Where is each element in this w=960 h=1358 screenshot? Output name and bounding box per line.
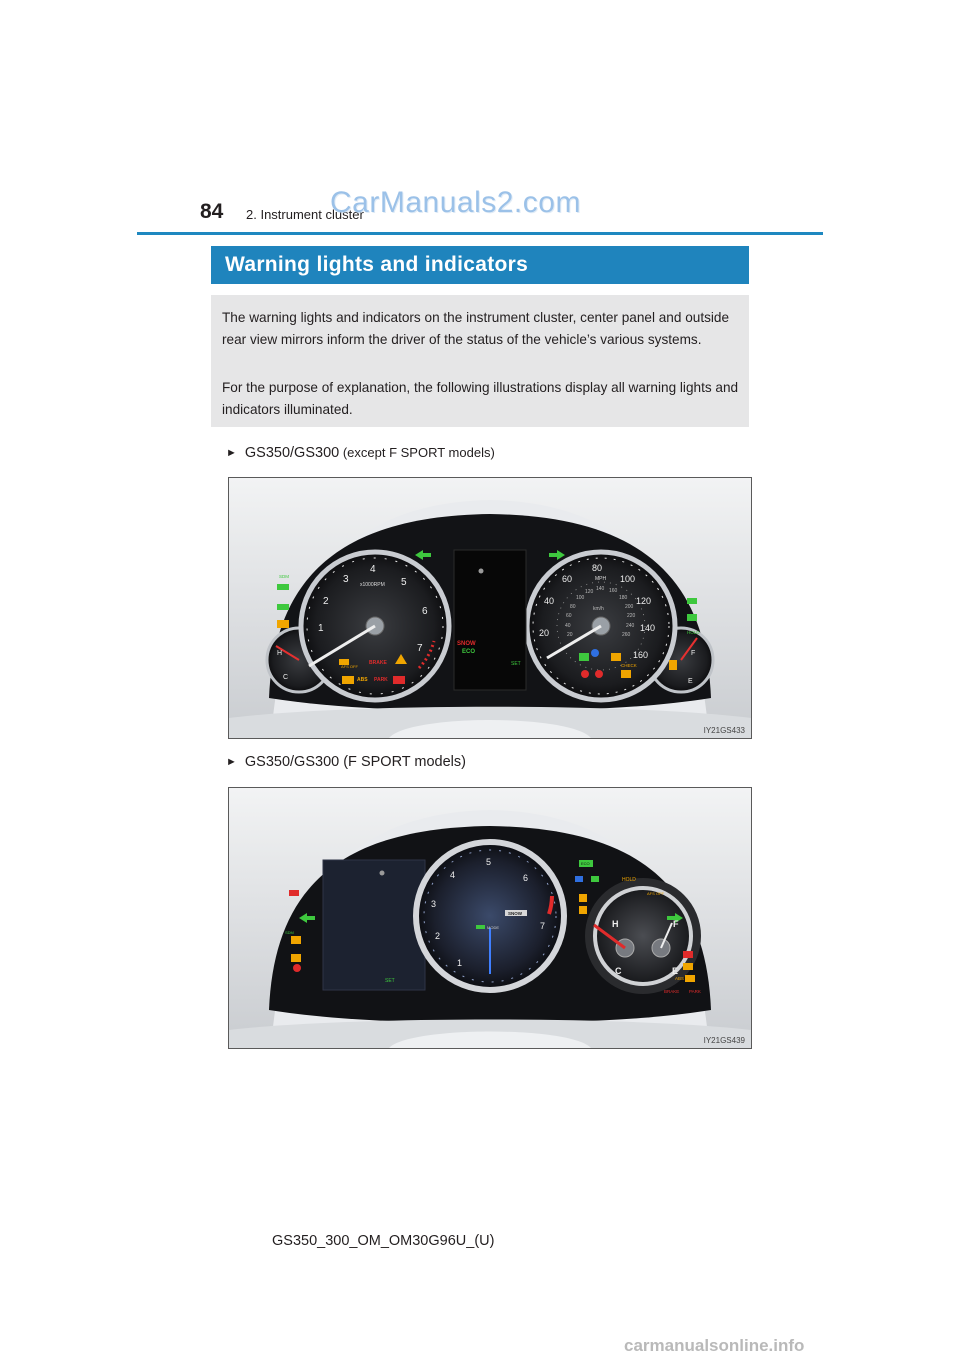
mph-number: 120	[636, 596, 652, 606]
eco-indicator: ECO	[581, 861, 590, 866]
kmh-number: 60	[566, 613, 572, 619]
kmh-number: 140	[596, 586, 605, 592]
abs-warning: ABS	[357, 677, 368, 683]
kmh-number: 260	[622, 632, 631, 638]
tach-number: 7	[540, 921, 546, 931]
kmh-number: 180	[619, 595, 628, 601]
watermark-bottom[interactable]: carmanualsonline.info	[624, 1336, 805, 1355]
fuel-empty-label: E	[688, 678, 693, 685]
kmh-number: 240	[626, 623, 635, 629]
fuel-full-label: F	[673, 919, 679, 929]
caption-note: (except F SPORT models)	[339, 445, 495, 460]
mph-number: 140	[640, 623, 656, 633]
tach-number: 1	[457, 958, 463, 968]
figure-code: IY21GS433	[703, 726, 745, 735]
instrument-cluster-illustration-f-sport	[228, 787, 752, 1049]
figure-caption-1	[226, 444, 495, 462]
mph-number: 160	[633, 650, 649, 660]
abs-warning: ABS	[675, 976, 685, 981]
page-number: 84	[200, 200, 224, 223]
check-warning: CHECK	[621, 663, 637, 668]
cluster-drawing-f-sport	[229, 788, 751, 1048]
intro-paragraph-2: For the purpose of explanation, the following illustrations display all warning lights and indicators illuminated.	[222, 380, 739, 417]
mph-number: 20	[539, 628, 550, 638]
eco-indicator: ECO	[462, 649, 476, 655]
mph-number: 80	[592, 563, 603, 573]
mph-number: 100	[620, 574, 636, 584]
fuel-empty-label: E	[672, 966, 679, 976]
afs-off-indicator: AFS OFF	[647, 891, 664, 896]
kmh-unit-label: km/h	[593, 606, 604, 612]
tach-number: 6	[523, 873, 529, 883]
tach-number: 5	[401, 577, 407, 588]
footer-model-code: GS350_300_OM_OM30G96U_(U)	[272, 1233, 495, 1249]
afs-off-indicator: AFS OFF	[341, 664, 358, 669]
sdm-indicator: SDM	[285, 930, 294, 935]
mph-number: 60	[562, 574, 573, 584]
brake-warning: BRAKE	[369, 660, 387, 666]
kmh-number: 160	[609, 588, 618, 594]
tach-number: 3	[431, 899, 437, 909]
snow-indicator: SNOW	[457, 641, 476, 647]
tach-number: 6	[422, 606, 428, 617]
caption-main: GS350/GS300	[244, 445, 340, 461]
mode-indicator: MODE	[487, 925, 499, 930]
kmh-number: 100	[576, 595, 585, 601]
instrument-cluster-illustration-standard	[228, 477, 752, 739]
brake-warning: BRAKE	[664, 989, 680, 994]
tach-number: 1	[318, 623, 324, 634]
triangle-bullet-icon: ►	[226, 756, 237, 768]
set-indicator: SET	[511, 661, 521, 667]
hold-indicator: HOLD	[622, 877, 636, 883]
tach-number: 3	[343, 574, 349, 585]
mph-unit-label: MPH	[595, 576, 607, 582]
title-bar	[211, 246, 749, 284]
kmh-number: 20	[567, 632, 573, 638]
cluster-drawing-standard	[229, 478, 751, 738]
section-title: 2. Instrument cluster	[246, 207, 364, 222]
set-indicator: SET	[385, 978, 395, 984]
sdm-indicator: SDM	[279, 574, 289, 579]
kmh-number: 220	[627, 613, 636, 619]
intro-box	[211, 295, 749, 427]
kmh-number: 120	[585, 589, 594, 595]
tach-number: 4	[450, 870, 456, 880]
tach-number: 7	[417, 643, 423, 654]
caption-main: GS350/GS300 (F SPORT models)	[244, 754, 466, 770]
temp-hot-label: H	[612, 919, 619, 929]
header-rule	[137, 232, 823, 235]
tach-number: 4	[370, 564, 376, 575]
page-title: Warning lights and indicators	[225, 253, 529, 276]
hold-indicator: HOLD	[687, 630, 700, 635]
fuel-full-label: F	[691, 650, 696, 657]
temp-hot-label: H	[277, 650, 283, 657]
kmh-number: 40	[565, 623, 571, 629]
kmh-number: 80	[570, 604, 576, 610]
tach-number: 2	[435, 931, 441, 941]
tach-number: 5	[486, 857, 492, 867]
kmh-number: 200	[625, 604, 634, 610]
tach-number: 2	[323, 596, 329, 607]
temp-cold-label: C	[283, 674, 289, 681]
intro-paragraph-1: The warning lights and indicators on the instrument cluster, center panel and outside rear view mirrors inform the driver of the status of the vehicle’s various systems.	[222, 310, 730, 347]
tach-unit-label: x1000RPM	[360, 582, 385, 588]
watermark-top[interactable]: CarManuals2.com	[330, 186, 581, 219]
mph-number: 40	[544, 596, 555, 606]
temp-cold-label: C	[615, 966, 622, 976]
figure-caption-2	[226, 753, 466, 771]
park-warning: PARK	[374, 677, 388, 683]
figure-code: IY21GS439	[703, 1036, 745, 1045]
triangle-bullet-icon: ►	[226, 447, 237, 459]
park-warning: PARK	[689, 989, 701, 994]
snow-indicator: SNOW	[508, 911, 522, 916]
